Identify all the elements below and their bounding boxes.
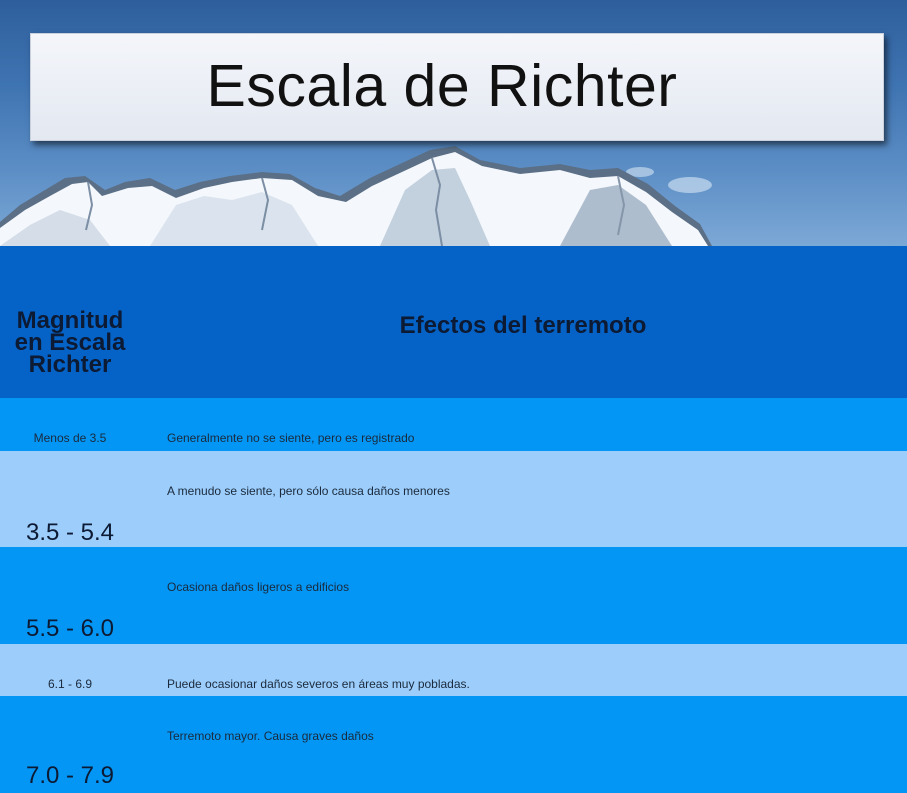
header-magnitude-label: Magnitud en Escala Richter — [14, 307, 126, 378]
effects-cell — [160, 398, 907, 451]
header-cell-effects — [160, 246, 907, 398]
effects-text: Generalmente no se siente, pero es registrado — [167, 431, 415, 445]
effects-cell — [160, 451, 907, 547]
magnitude-value: 5.5 - 6.0 — [25, 615, 115, 642]
header-effects-label: Efectos del terremoto — [399, 312, 647, 339]
table-row — [0, 644, 907, 696]
effects-cell — [160, 644, 907, 696]
magnitude-cell — [0, 398, 140, 451]
magnitude-cell — [0, 696, 140, 793]
magnitude-value: 6.1 - 6.9 — [47, 677, 93, 691]
magnitude-cell — [0, 547, 140, 644]
table-header-row — [0, 246, 907, 398]
title-box — [30, 33, 884, 141]
table-row — [0, 547, 907, 644]
table-row — [0, 398, 907, 451]
richter-table — [0, 246, 907, 793]
effects-text: Terremoto mayor. Causa graves daños — [167, 729, 374, 743]
header-cell-magnitude — [0, 246, 140, 398]
effects-text: A menudo se siente, pero sólo causa daños menores — [167, 484, 450, 498]
effects-text: Puede ocasionar daños severos en áreas muy pobladas. — [167, 677, 470, 691]
effects-text: Ocasiona daños ligeros a edificios — [167, 580, 350, 594]
table-row — [0, 696, 907, 793]
effects-cell — [160, 547, 907, 644]
table-row — [0, 451, 907, 547]
magnitude-value: Menos de 3.5 — [33, 431, 107, 445]
page-title: Escala de Richter — [206, 53, 678, 119]
effects-cell — [160, 696, 907, 793]
magnitude-cell — [0, 451, 140, 547]
magnitude-value: 7.0 - 7.9 — [25, 762, 115, 789]
magnitude-cell — [0, 644, 140, 696]
magnitude-value: 3.5 - 5.4 — [25, 519, 115, 546]
